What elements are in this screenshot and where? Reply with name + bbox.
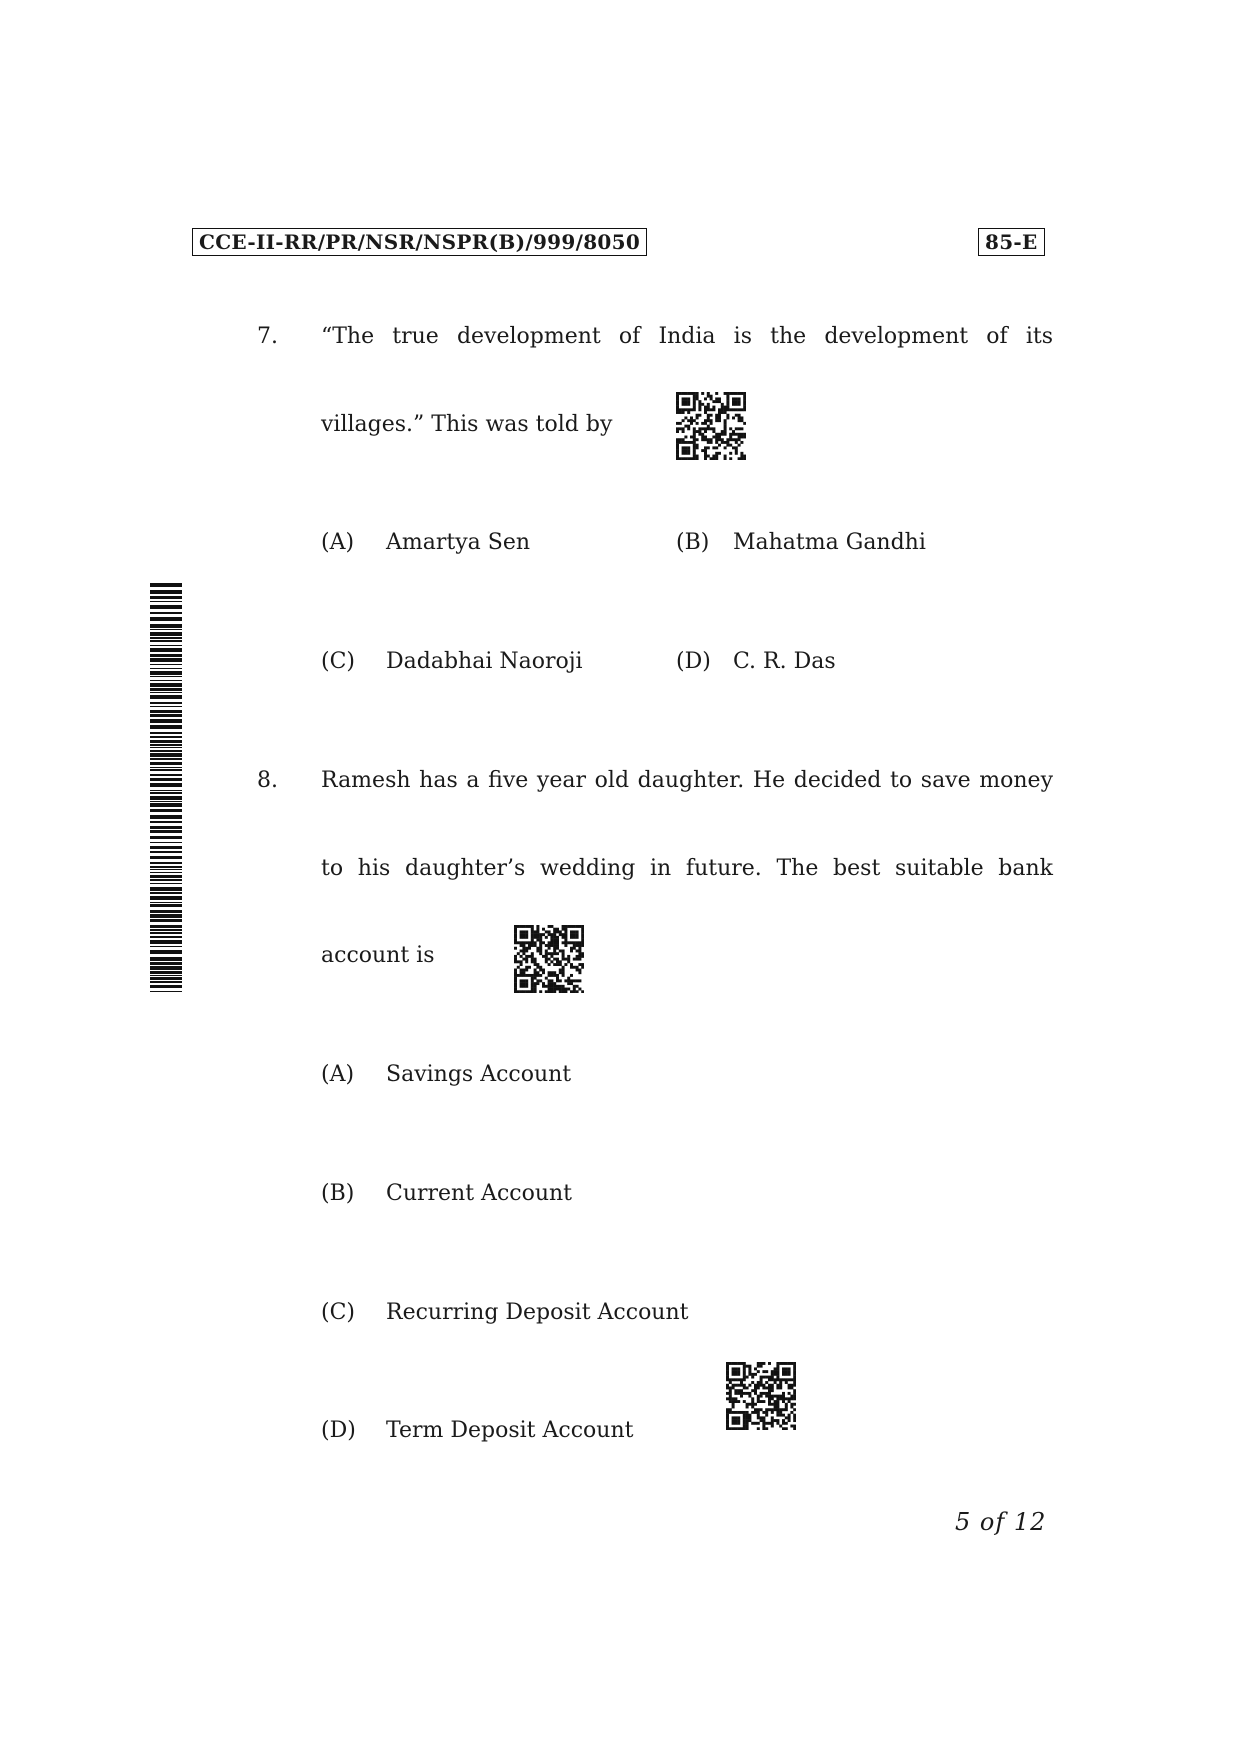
question-text-line: villages.” This was told by [321,412,613,437]
question-text-line: “The true development of India is the development of its [321,324,1053,349]
option-letter: (D) [321,1418,356,1443]
question-text-line: account is [321,943,435,968]
option-text: Term Deposit Account [386,1418,634,1443]
option-text: Recurring Deposit Account [386,1300,689,1325]
option-text: Current Account [386,1181,573,1206]
question-text-line: Ramesh has a five year old daughter. He decided to save money [321,768,1053,793]
option-letter: (C) [321,649,355,674]
exam-code: CCE-II-RR/PR/NSR/NSPR(B)/999/8050 [199,230,641,254]
option-letter: (B) [321,1181,355,1206]
page-number: 5 of 12 [955,1508,1047,1536]
qr-code-icon [726,1362,796,1430]
option-letter: (B) [676,530,710,555]
option-text: Savings Account [386,1062,572,1087]
option-letter: (A) [321,530,355,555]
option-text: Dadabhai Naoroji [386,649,583,674]
option-letter: (C) [321,1300,355,1325]
paper-code: 85-E [985,230,1038,254]
option-letter: (D) [676,649,711,674]
barcode-icon [150,583,182,993]
option-letter: (A) [321,1062,355,1087]
question-text-line: to his daughter’s wedding in future. The best suitable bank [321,856,1053,881]
qr-code-icon [676,392,746,460]
exam-code-box [192,228,647,256]
option-text: Mahatma Gandhi [733,530,926,555]
question-number: 8. [257,768,278,793]
qr-code-icon [514,925,584,993]
paper-code-box [978,228,1045,256]
option-text: C. R. Das [733,649,836,674]
question-number: 7. [257,324,278,349]
option-text: Amartya Sen [386,530,531,555]
